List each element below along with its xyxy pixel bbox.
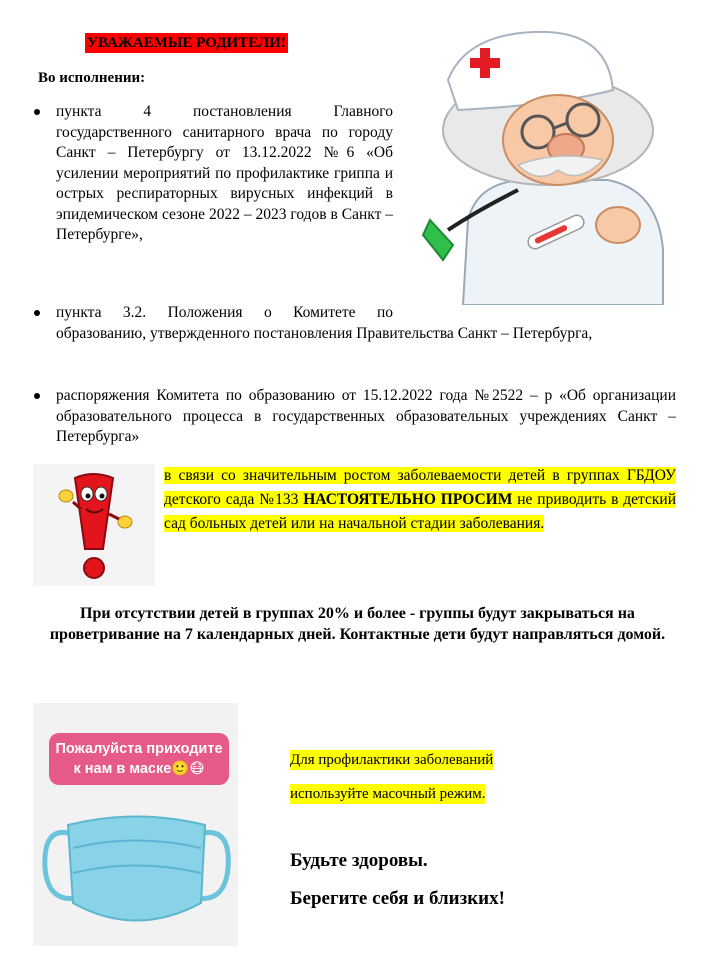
bullet-icon: [34, 310, 40, 316]
wish-line-1: Будьте здоровы.: [290, 850, 428, 871]
tip-line-2: используйте масочный режим.: [290, 786, 486, 802]
page-title: УВАЖАЕМЫЕ РОДИТЕЛИ!: [87, 35, 286, 51]
list-item: [56, 386, 676, 448]
bullet-text: пункта 4 постановления Главного государственного санитарного врача по городу Санкт – Петербургу от 13.12.2022 №6 «Об усилении мероприятий по профилактике гриппа и острых респираторных вирусных инфекций в эпидемическом сезоне 2022 – 2023 годов в Санкт – Петербурге»,: [56, 103, 393, 243]
intro-text: Во исполнении:: [38, 70, 146, 86]
list-item: [56, 102, 393, 246]
warning-part2: не приводить в детский сад больных детей или на начальной стадии заболевания.: [164, 491, 676, 532]
tip-line-1: Для профилактики заболеваний: [290, 752, 494, 768]
exclamation-icon: [33, 464, 155, 586]
doctor-illustration: [408, 20, 683, 305]
bullet-icon: [34, 393, 40, 399]
bullet-text-line1: пункта 3.2. Положения о Комитете по: [56, 304, 393, 321]
warning-bold: НАСТОЯТЕЛЬНО ПРОСИМ: [303, 491, 513, 508]
wish-line-2: Берегите себя и близких!: [290, 888, 505, 909]
exclamation-mascot: [33, 464, 155, 586]
bullet-icon: [34, 109, 40, 115]
list-item: [56, 303, 676, 344]
mask-card: [33, 703, 238, 946]
warning-part1: в связи со значительным ростом заболеваемости детей в группах ГБДОУ детского сада №133: [164, 467, 676, 508]
mask-card-label: Пожалуйста приходите к нам в маске🙂😷: [49, 733, 229, 785]
bullet-text: распоряжения Комитета по образованию от 15.12.2022 года №2522 – р «Об организации образовательного процесса в государственных образовательных учреждениях Санкт – Петербурга»: [56, 387, 676, 445]
notice-text: При отсутствии детей в группах 20% и более - группы будут закрываться на проветривание на 7 календарных дней. Контактные дети будут направляться домой.: [49, 605, 666, 643]
warning-text: [164, 464, 676, 536]
face-mask-icon: [33, 803, 238, 943]
bullet-text-rest: образованию, утвержденного постановления Правительства Санкт – Петербурга,: [56, 324, 593, 342]
